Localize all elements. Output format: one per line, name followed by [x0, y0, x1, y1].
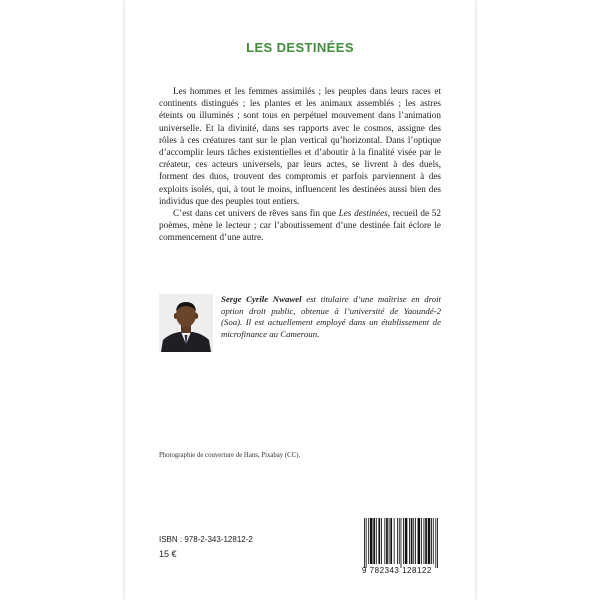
- blurb-p2-start: C’est dans cet univers de rêves sans fin que: [173, 208, 339, 219]
- back-cover: [125, 0, 475, 600]
- back-cover-blurb: [159, 85, 441, 244]
- blurb-paragraph-1: Les hommes et les femmes assimilés ; les peuples dans leurs races et continents distingués ; les plantes et les animaux assemblés ; les astres éteints ou illuminés ; sont tous en perpétuel mouvement dans l’animation universelle. Et la divinité, dans ses rapports avec le cosmos, assigne des rôles à ces créatures tant sur le plan vertical qu’horizontal. Dans l’optique d’accomplir leurs tâches existentielles et d’aboutir à la finalité visée par le créateur, ces acteurs universels, par leurs actes, se livrent à des duels, forment des duos, trouvent des compromis et parfois parviennent à des exploits isolés, qui, à tout le moins, influencent les destinées aussi bien des individus que des peuples tout entiers.: [159, 86, 441, 206]
- barcode-digits: 9 782343 128122: [362, 566, 432, 575]
- barcode-icon: [362, 518, 468, 568]
- author-bio: [221, 294, 441, 340]
- price: 15 €: [159, 549, 177, 559]
- author-section: [159, 294, 441, 354]
- blurb-p2-end: , recueil de 52 poèmes, mène le lecteur ; car l’aboutissement d’une destinée fait éclore le commencement d’une autre.: [159, 208, 441, 243]
- isbn: ISBN : 978-2-343-12812-2: [159, 535, 253, 544]
- author-bio-text: est titulaire d’une maîtrise en droit option droit public, obtenue à l’université de Yaoundé-2 (Soa). Il est actuellement employé dans un établissement de microfinance au Cameroun.: [221, 294, 441, 339]
- author-photo: [159, 294, 213, 352]
- book-title: LES DESTINÉES: [246, 40, 354, 55]
- photo-credit: Photographie de couverture de Hans, Pixabay (CC).: [159, 452, 301, 459]
- author-name: Serge Cyrile Nwawel: [221, 294, 302, 304]
- blurb-paragraph-2: [159, 207, 441, 244]
- author-portrait-icon: [159, 294, 213, 352]
- blurb-p2-book-title: Les destinées: [338, 208, 388, 219]
